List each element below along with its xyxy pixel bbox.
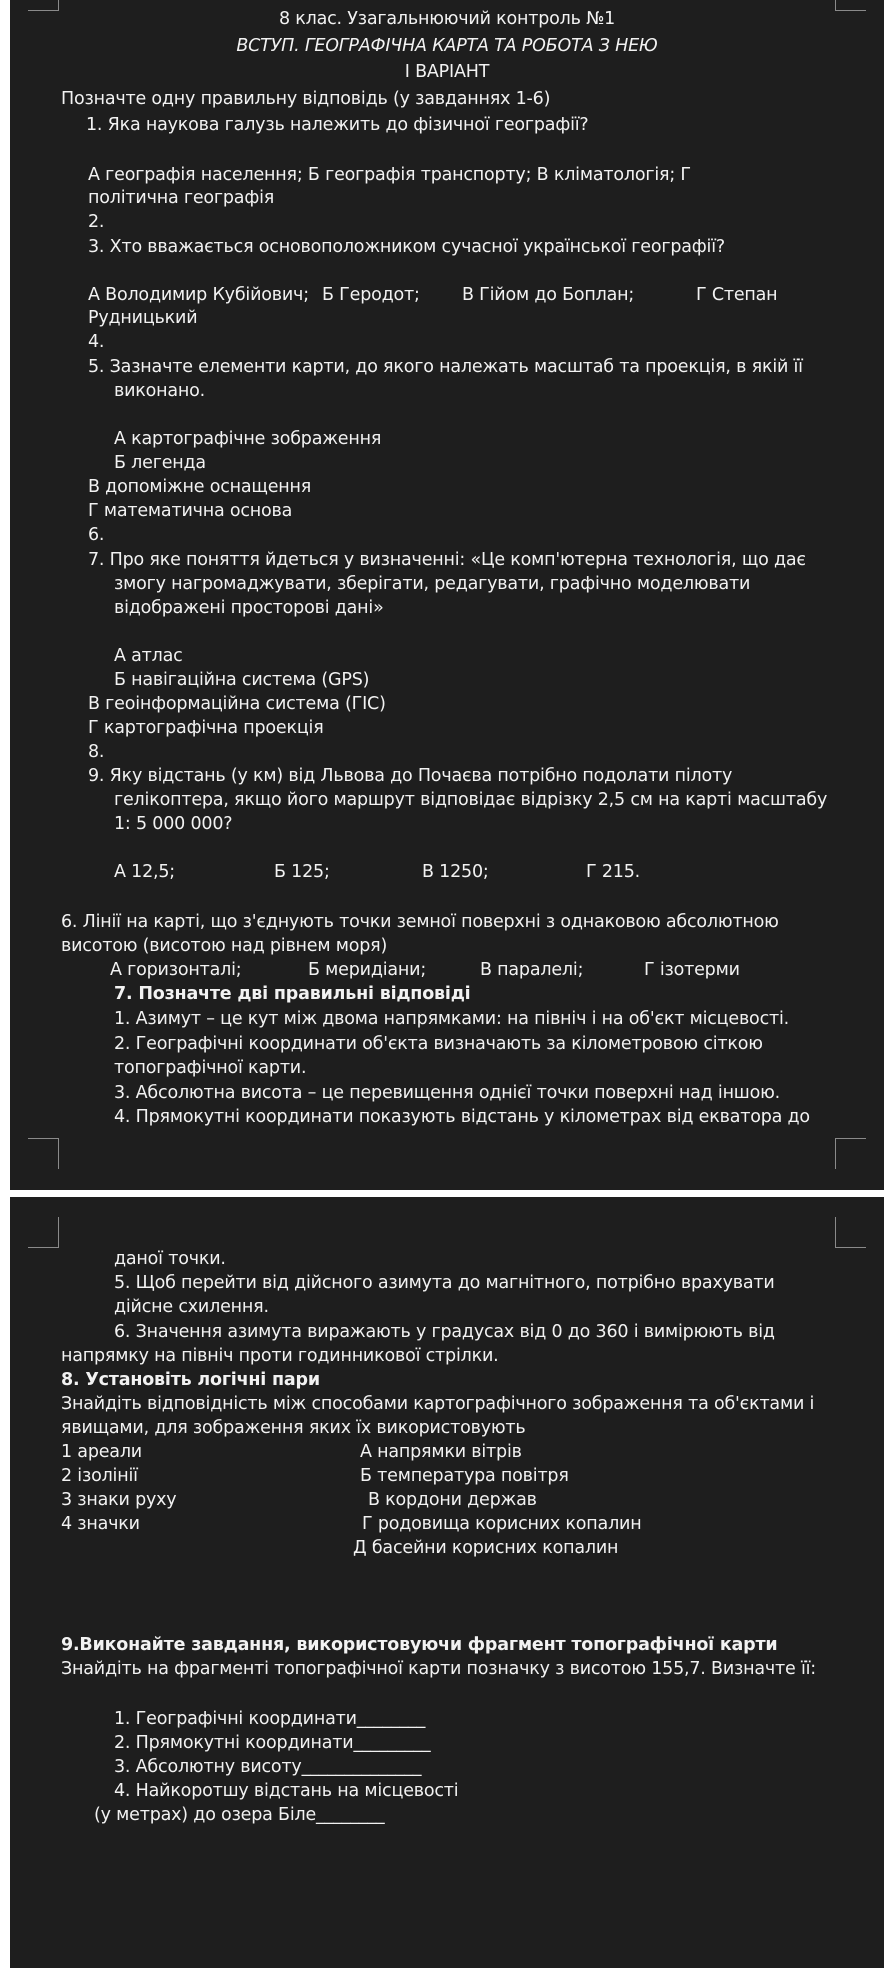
question-4-number: 4.	[88, 332, 105, 352]
question-6b-option-a: А горизонталі;	[110, 960, 242, 980]
statement-5-cont: дійсне схилення.	[114, 1297, 269, 1317]
question-3: 3. Хто вважається основоположником сучасної української географії?	[88, 237, 725, 257]
question-7b-title: 7. Позначте дві правильні відповіді	[114, 984, 471, 1004]
match-left-2: 2 ізолінії	[61, 1466, 138, 1486]
match-left-1: 1 ареали	[61, 1442, 142, 1462]
match-left-3: 3 знаки руху	[61, 1490, 177, 1510]
statement-4-cont: даної точки.	[114, 1249, 226, 1269]
page-corner-mark	[835, 1217, 866, 1248]
question-9-option-d: Г 215.	[586, 862, 641, 882]
document-page-1	[10, 0, 884, 1190]
question-8-number: 8.	[88, 742, 105, 762]
variant-heading: І ВАРІАНТ	[404, 62, 490, 82]
statement-2: 2. Географічні координати об'єкта визначають за кілометровою сіткою	[114, 1034, 763, 1054]
question-7: 7. Про яке поняття йдеться у визначенні: «Це комп'ютерна технологія, що дає	[88, 550, 806, 570]
question-8-text: Знайдіть відповідність між способами картографічного зображення та об'єктами і	[61, 1394, 815, 1414]
question-9-cont-1: гелікоптера, якщо його маршрут відповідає відрізку 2,5 см на карті масштабу	[114, 790, 828, 810]
question-6b-option-c: В паралелі;	[480, 960, 584, 980]
question-5-option-a: А картографічне зображення	[114, 429, 382, 449]
question-6-number: 6.	[88, 525, 105, 545]
statement-6-cont: напрямку на північ проти годинникової стрілки.	[61, 1346, 499, 1366]
question-7-cont-1: змогу нагромаджувати, зберігати, редагувати, графічно моделювати	[114, 574, 751, 594]
question-3-option-d: Г Степан	[696, 285, 778, 305]
task-item-4: 4. Найкоротшу відстань на місцевості	[114, 1781, 459, 1801]
match-right-a: А напрямки вітрів	[360, 1442, 522, 1462]
question-5: 5. Зазначте елементи карти, до якого належать масштаб та проекція, в якій її	[88, 357, 803, 377]
task-item-1: 1. Географічні координати________	[114, 1709, 426, 1729]
page-corner-mark	[835, 1138, 866, 1169]
question-9: 9. Яку відстань (у км) від Львова до Почаєва потрібно подолати пілоту	[88, 766, 733, 786]
question-7-option-d: Г картографічна проекція	[88, 718, 324, 738]
question-7-option-b: Б навігаційна система (GPS)	[114, 670, 370, 690]
document-page-2	[10, 1197, 884, 1968]
page-corner-mark	[28, 1138, 59, 1169]
statement-3: 3. Абсолютна висота – це перевищення однієї точки поверхні над іншою.	[114, 1083, 781, 1103]
header-line-1: 8 клас. Узагальнюючий контроль №1	[278, 9, 616, 29]
statement-4: 4. Прямокутні координати показують відстань у кілометрах від екватора до	[114, 1107, 810, 1127]
statement-6: 6. Значення азимута виражають у градусах від 0 до 360 і вимірюють від	[114, 1322, 775, 1342]
match-right-d: Г родовища корисних копалин	[362, 1514, 642, 1534]
page-corner-mark	[28, 1217, 59, 1248]
question-6b-option-d: Г ізотерми	[644, 960, 740, 980]
task-item-4-cont: (у метрах) до озера Біле________	[94, 1805, 385, 1825]
question-3-option-a: А Володимир Кубійович;	[88, 285, 309, 305]
question-8-text-cont: явищами, для зображення яких їх використовують	[61, 1418, 526, 1438]
question-9-option-a: А 12,5;	[114, 862, 175, 882]
match-right-e: Д басейни корисних копалин	[353, 1538, 619, 1558]
question-7-cont-2: відображені просторові дані»	[114, 598, 384, 618]
question-7-option-a: А атлас	[114, 646, 183, 666]
question-6b: 6. Лінії на карті, що з'єднують точки земної поверхні з однаковою абсолютною	[61, 912, 779, 932]
question-1: 1. Яка наукова галузь належить до фізичної географії?	[86, 115, 589, 135]
question-8-title: 8. Установіть логічні пари	[61, 1370, 320, 1390]
question-9b-text: Знайдіть на фрагменті топографічної карти позначку з висотою 155,7. Визначте її:	[61, 1659, 816, 1679]
question-6b-cont: висотою (висотою над рівнем моря)	[61, 936, 388, 956]
question-9-option-c: В 1250;	[422, 862, 489, 882]
question-5-cont: виконано.	[114, 381, 206, 401]
question-9b-title: 9.Виконайте завдання, використовуючи фрагмент топографічної карти	[61, 1635, 778, 1655]
question-5-option-d: Г математична основа	[88, 501, 293, 521]
question-1-options: А географія населення; Б географія транспорту; В кліматологія; Г	[88, 165, 691, 185]
question-5-option-b: Б легенда	[114, 453, 206, 473]
header-line-2: ВСТУП. ГЕОГРАФІЧНА КАРТА ТА РОБОТА З НЕЮ	[236, 36, 658, 56]
task-item-2: 2. Прямокутні координати_________	[114, 1733, 431, 1753]
question-1-options-cont: політична географія	[88, 188, 275, 208]
match-right-c: В кордони держав	[368, 1490, 537, 1510]
question-9-cont-2: 1: 5 000 000?	[114, 814, 233, 834]
statement-5: 5. Щоб перейти від дійсного азимута до магнітного, потрібно врахувати	[114, 1273, 775, 1293]
question-3-option-b: Б Геродот;	[322, 285, 420, 305]
match-right-b: Б температура повітря	[360, 1466, 569, 1486]
instruction: Позначте одну правильну відповідь (у завданнях 1-6)	[61, 89, 551, 109]
question-3-option-c: В Гійом до Боплан;	[462, 285, 635, 305]
statement-2-cont: топографічної карти.	[114, 1058, 307, 1078]
question-3-options-cont: Рудницький	[88, 308, 198, 328]
question-6b-option-b: Б меридіани;	[308, 960, 427, 980]
task-item-3: 3. Абсолютну висоту______________	[114, 1757, 422, 1777]
question-7-option-c: В геоінформаційна система (ГІС)	[88, 694, 386, 714]
question-2-number: 2.	[88, 212, 105, 232]
question-5-option-c: В допоміжне оснащення	[88, 477, 312, 497]
statement-1: 1. Азимут – це кут між двома напрямками: на північ і на об'єкт місцевості.	[114, 1009, 790, 1029]
question-9-option-b: Б 125;	[274, 862, 330, 882]
match-left-4: 4 значки	[61, 1514, 140, 1534]
